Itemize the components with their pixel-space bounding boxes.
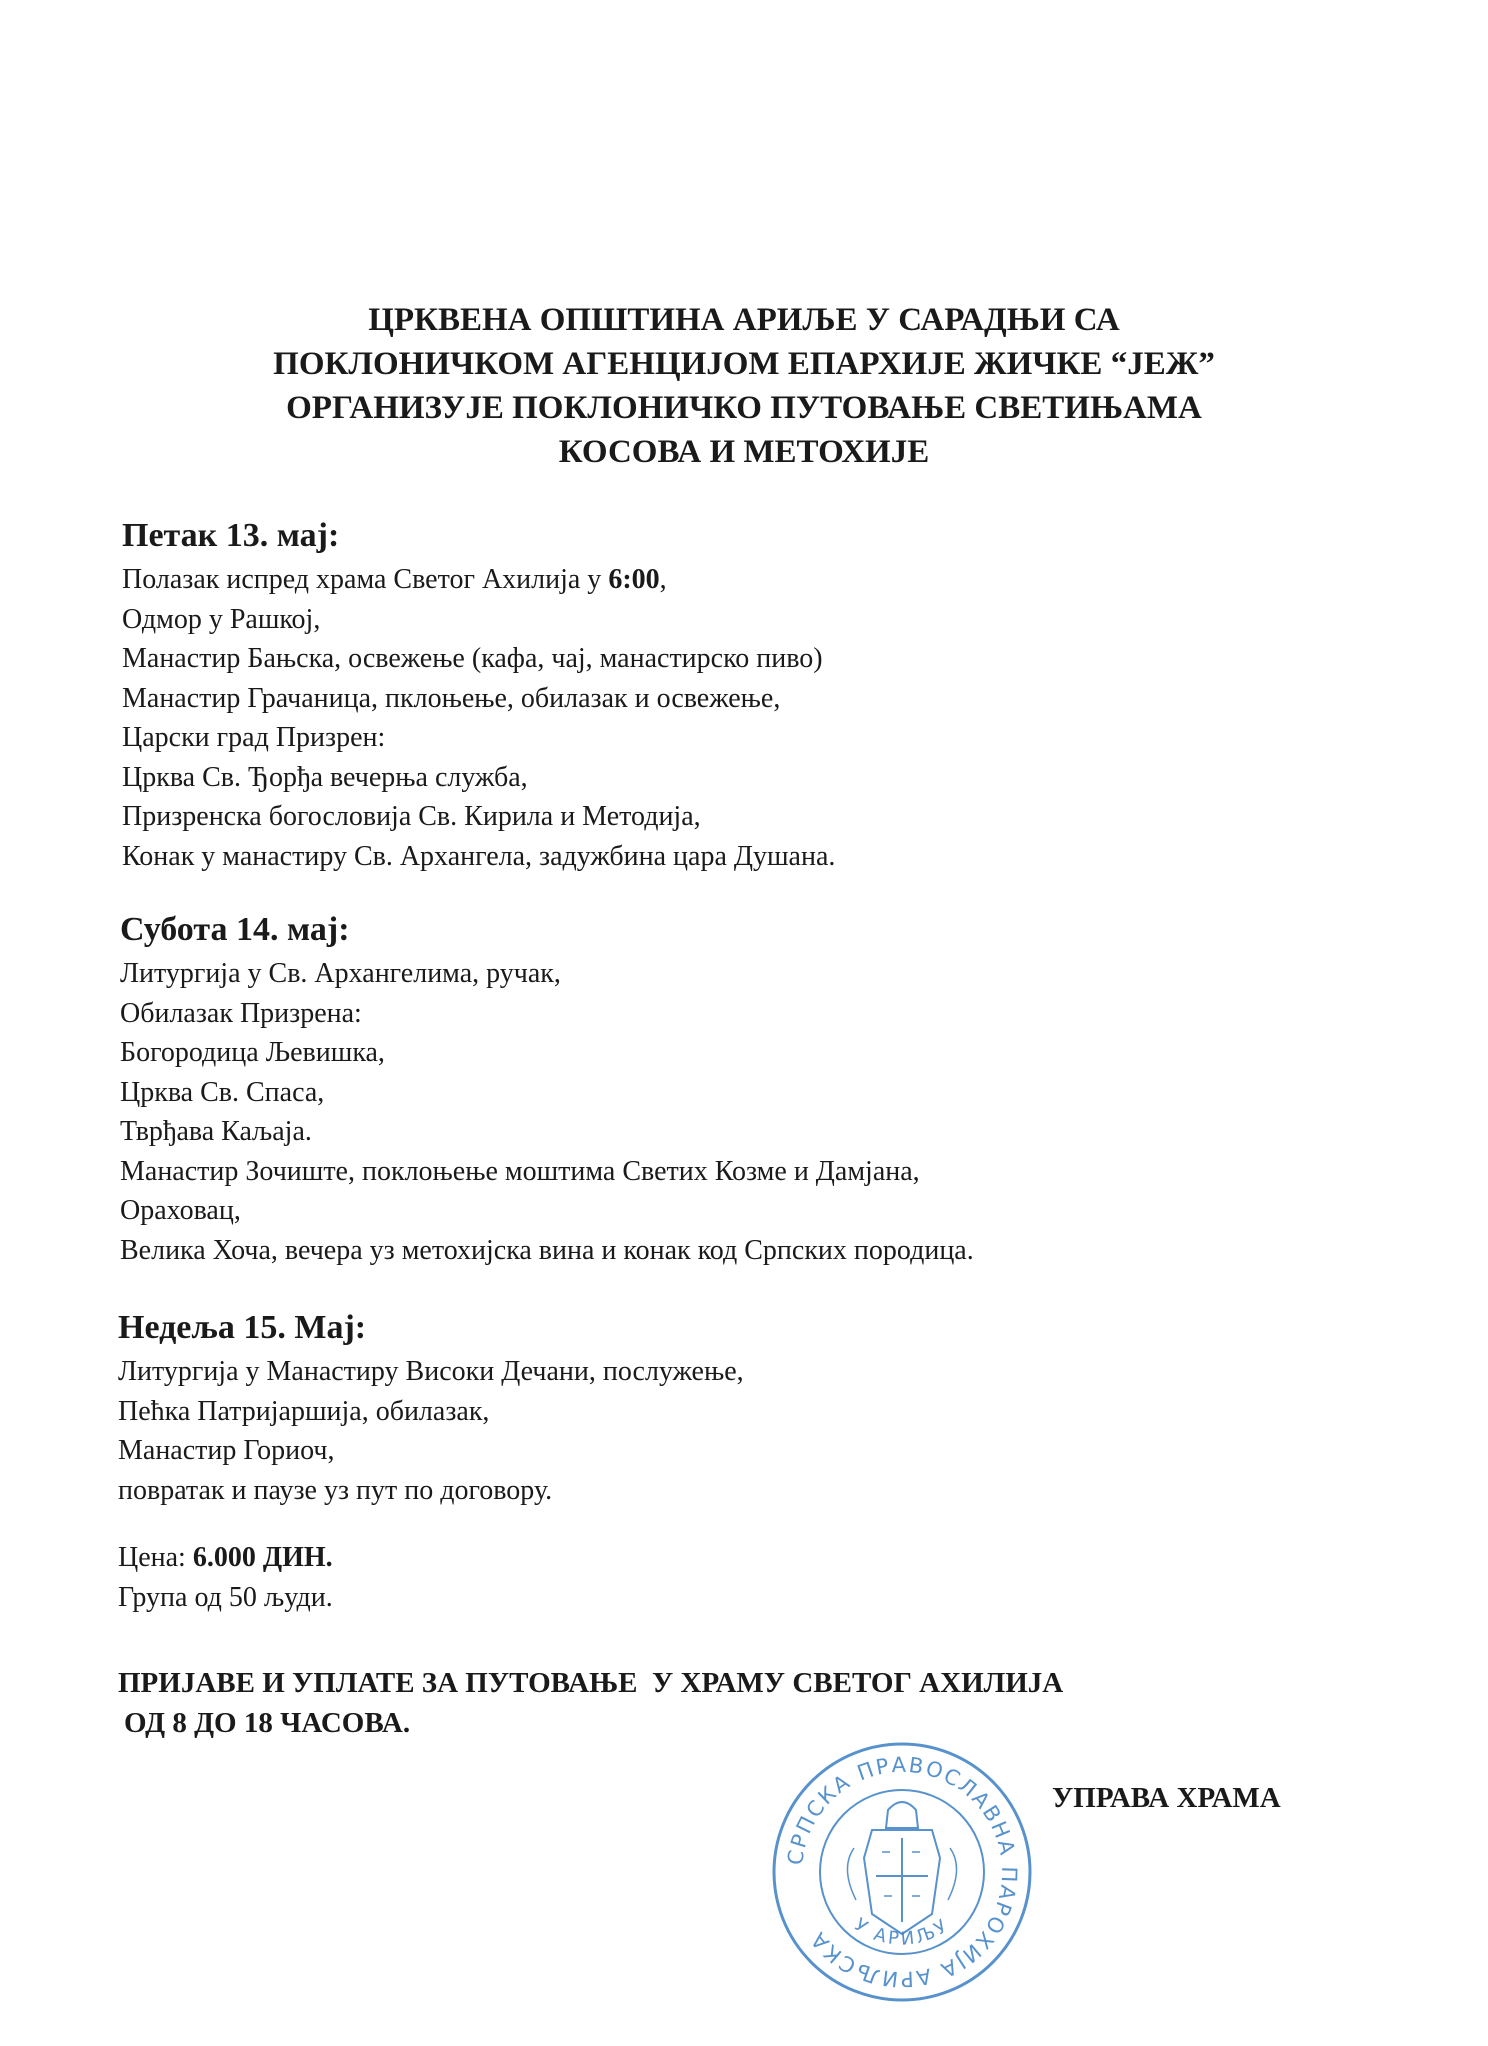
heading-line-3: ОРГАНИЗУЈЕ ПОКЛОНИЧКО ПУТОВАЊЕ СВЕТИЊАМА [286,390,1202,426]
seal-ring-text: СРПСКА ПРАВОСЛАВНА ПАРОХИЈА АРИЉСКА [783,1752,1022,1992]
itinerary-item: Црква Св. Ђорђа вечерња служба, [122,761,528,793]
itinerary-item: Богородица Љевишка, [120,1037,385,1068]
itinerary-item: Полазак испред храма Светог Ахилија у 6:00, [122,564,667,595]
signature: УПРАВА ХРАМА [1052,1782,1281,1814]
registration-notice [118,1663,1063,1743]
price-line [118,1538,333,1578]
day-sunday [118,1306,1368,1510]
itinerary-item: Тврђава Каљаја. [120,1116,312,1147]
heading-line-1: ЦРКВЕНА ОПШТИНА АРИЉЕ У САРАДЊИ СА [368,302,1120,338]
itinerary-item: Пећка Патријаршија, обилазак, [118,1395,490,1427]
heading-line-4: КОСОВА И МЕТОХИЈЕ [558,434,930,470]
day-title: Недеља 15. Мај: [118,1309,367,1346]
registration-line-2: ОД 8 ДО 18 ЧАСОВА. [124,1707,411,1739]
registration-line-1: ПРИЈАВЕ И УПЛАТЕ ЗА ПУТОВАЊЕ У ХРАМУ СВЕТОГ АХИЛИЈА [118,1667,1064,1699]
day-title: Субота 14. мај: [120,911,350,948]
itinerary-item: Манастир Бањска, освежење (кафа, чај, манастирско пиво) [122,643,823,674]
itinerary-item: Одмор у Рашкој, [122,603,321,635]
price-value: 6.000 ДИН. [192,1542,333,1573]
itinerary-item: Обилазак Призрена: [120,997,362,1029]
day-saturday [120,908,1370,1270]
itinerary-list [122,560,1372,876]
itinerary-item: Царски град Призрен: [122,722,386,753]
itinerary-list [120,954,1370,1270]
itinerary-item: Манастир Зочиште, поклоњење моштима Светих Козме и Дамјана, [120,1155,920,1187]
itinerary-item: Црква Св. Спаса, [120,1076,325,1108]
price-block [118,1538,333,1618]
price-label: Цена: [118,1542,193,1573]
itinerary-item: повратак и паузе уз пут по договору. [118,1474,553,1506]
itinerary-item: Манастир Гориоч, [118,1435,335,1466]
itinerary-item: Манастир Грачаница, пклоњење, обилазак и освежење, [122,682,781,714]
itinerary-item: Велика Хоча, вечера уз метохијска вина и конак код Српских породица. [120,1234,974,1266]
departure-time: 6:00 [608,564,660,595]
day-friday [122,514,1372,876]
itinerary-list [118,1352,1368,1510]
parish-seal-stamp [768,1738,1036,2006]
itinerary-item: Ораховац, [120,1195,241,1226]
itinerary-item: Конак у манастиру Св. Архангела, задужбина цара Душана. [122,840,836,872]
heading-line-2: ПОКЛОНИЧКОМ АГЕНЦИЈОМ ЕПАРХИЈЕ ЖИЧКЕ “ЈЕЖ” [273,346,1215,382]
seal-bottom-text: У АРИЉУ [850,1914,954,1950]
itinerary-item: Призренска богословија Св. Кирила и Методија, [122,801,701,832]
itinerary-item: Литургија у Св. Архангелима, ручак, [120,958,561,989]
itinerary-item: Литургија у Манастиру Високи Дечани, послужење, [118,1356,744,1387]
day-title: Петак 13. мај: [122,517,340,554]
page-heading [0,298,1488,474]
group-size: Група од 50 људи. [118,1582,333,1613]
